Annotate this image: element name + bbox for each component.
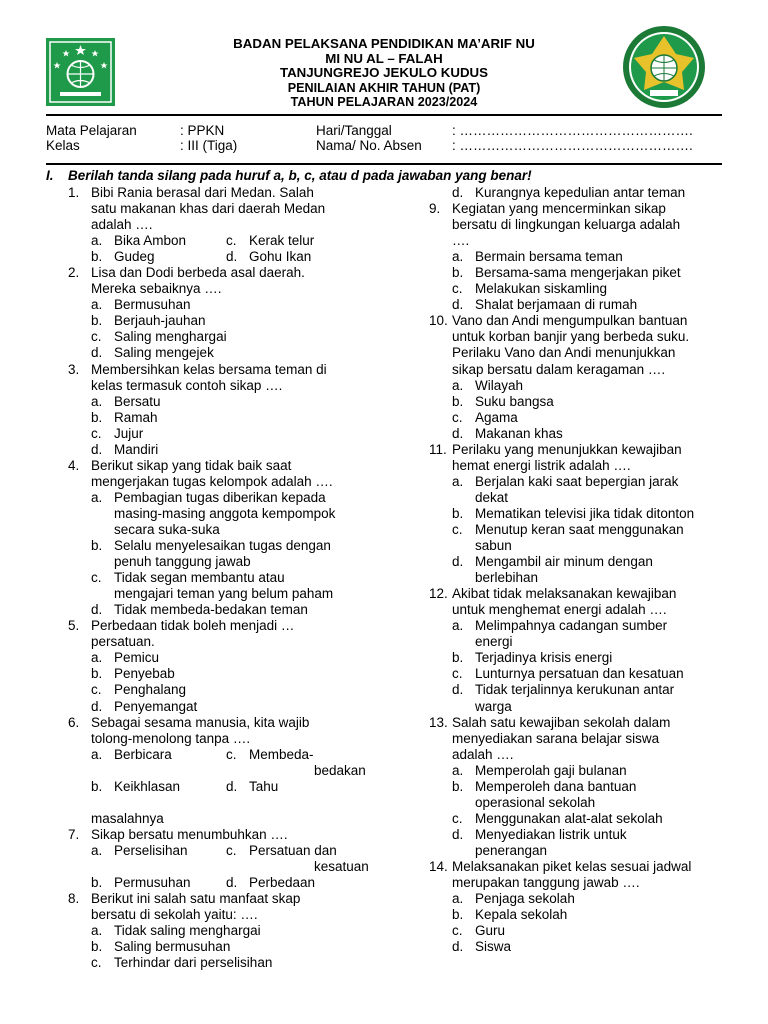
option-a[interactable]: a. Pemicu bbox=[91, 650, 160, 666]
option-b[interactable]: b. Selalu menyelesaikan tugas dengan penuh tanggung jawab bbox=[91, 538, 331, 570]
option-a[interactable]: a. Tidak saling menghargai bbox=[91, 923, 261, 939]
question-number: 8. bbox=[68, 891, 80, 907]
option-c[interactable]: c. Penghalang bbox=[91, 682, 187, 698]
option-c[interactable]: c. Kerak telur bbox=[226, 233, 315, 249]
question-text-line: Sikap bersatu menumbuhkan …. bbox=[91, 826, 288, 842]
option-b[interactable]: b. Keikhlasan bbox=[91, 778, 181, 794]
option-b[interactable]: b. Suku bangsa bbox=[452, 393, 554, 409]
question-number: 3. bbox=[68, 361, 80, 377]
question-text-line: Perbedaan tidak boleh menjadi … bbox=[91, 618, 295, 634]
question-12 bbox=[429, 586, 729, 714]
question-number: 13. bbox=[429, 714, 448, 730]
day-date-field[interactable]: : ……………………………………………. bbox=[452, 123, 693, 138]
question-number: 9. bbox=[429, 201, 441, 217]
question-text-line: Lisa dan Dodi berbeda asal daerah. bbox=[91, 265, 305, 281]
question-14 bbox=[429, 859, 729, 955]
question-number: 10. bbox=[429, 313, 448, 329]
question-number: 7. bbox=[68, 826, 80, 842]
question-text-line: hemat energi listrik adalah …. bbox=[452, 457, 631, 473]
option-b[interactable]: b. Ramah bbox=[91, 409, 158, 425]
options-grid bbox=[91, 233, 386, 265]
day-date-label: Hari/Tanggal bbox=[316, 123, 392, 138]
question-number: 2. bbox=[68, 265, 80, 281]
option-a[interactable]: a. Berbicara bbox=[91, 746, 172, 762]
option-a[interactable]: a. Bermain bersama teman bbox=[452, 249, 623, 265]
option-c[interactable]: c. Membeda- bedakan bbox=[226, 746, 366, 778]
header-line-foundation: BADAN PELAKSANA PENDIDIKAN MA’ARIF NU bbox=[233, 36, 535, 51]
option-b[interactable]: b. Mematikan televisi jika tidak ditonton bbox=[452, 505, 695, 521]
question-text-line: persatuan. bbox=[91, 634, 155, 650]
option-b[interactable]: b. Penyebab bbox=[91, 666, 175, 682]
option-d[interactable]: d. Gohu Ikan bbox=[226, 249, 312, 265]
question-text-line: Bibi Rania berasal dari Medan. Salah bbox=[91, 185, 314, 200]
question-text-line: satu makanan khas dari daerah Medan bbox=[91, 201, 326, 217]
section-instruction bbox=[46, 168, 532, 183]
option-a[interactable]: a. Pembagian tugas diberikan kepada masing-masing anggota kempompok secara suka-suka bbox=[91, 489, 336, 537]
questions-right-column bbox=[429, 185, 729, 955]
question-text-line: Berikut sikap yang tidak baik saat bbox=[91, 457, 292, 473]
question-number: 1. bbox=[68, 185, 80, 200]
question-text-line: Kegiatan yang mencerminkan sikap bbox=[452, 201, 666, 217]
option-d[interactable]: d. Saling mengejek bbox=[91, 345, 214, 361]
option-a[interactable]: a. Perselisihan bbox=[91, 842, 188, 858]
school-logo-right bbox=[622, 24, 706, 110]
header-line-year: TAHUN PELAJARAN 2023/2024 bbox=[290, 95, 478, 110]
option-c[interactable]: c. Menutup keran saat menggunakan sabun bbox=[452, 521, 684, 554]
question-number: 4. bbox=[68, 457, 80, 473]
question-text-line: kelas termasuk contoh sikap …. bbox=[91, 377, 283, 393]
option-c[interactable]: c. Saling menghargai bbox=[91, 329, 227, 345]
organization-logo-left bbox=[46, 38, 115, 106]
question-text-line: adalah …. bbox=[91, 217, 153, 233]
class-value: : III (Tiga) bbox=[180, 138, 238, 153]
question-number: 6. bbox=[68, 714, 80, 730]
question-number: 12. bbox=[429, 586, 448, 602]
question-text-line: adalah …. bbox=[452, 746, 514, 762]
subject-label: Mata Pelajaran bbox=[46, 123, 137, 138]
option-d[interactable]: d. Perbedaan bbox=[226, 874, 316, 890]
option-a[interactable]: a. Wilayah bbox=[452, 377, 524, 393]
option-a[interactable]: a. Melimpahnya cadangan sumber energi bbox=[452, 618, 668, 650]
question-text-line: Sebagai sesama manusia, kita wajib bbox=[91, 714, 310, 730]
subject-value: : PPKN bbox=[180, 123, 225, 138]
question-11 bbox=[429, 442, 729, 586]
question-5 bbox=[68, 618, 386, 714]
questions-left-column bbox=[68, 185, 386, 971]
option-b[interactable]: b. Terjadinya krisis energi bbox=[452, 650, 613, 666]
question-number: 14. bbox=[429, 858, 448, 874]
school-header bbox=[150, 37, 618, 110]
option-a[interactable]: a. Memperolah gaji bulanan bbox=[452, 762, 627, 778]
option-b[interactable]: b. Memperoleh dana bantuan operasional sekolah bbox=[452, 778, 637, 810]
option-a[interactable]: a. Penjaga sekolah bbox=[452, 891, 575, 907]
question-7 bbox=[68, 827, 386, 891]
option-b[interactable]: b. Permusuhan bbox=[91, 874, 191, 890]
question-text-line: Vano dan Andi mengumpulkan bantuan bbox=[452, 313, 688, 329]
option-b[interactable]: b. Berjauh-jauhan bbox=[91, 313, 206, 329]
option-b[interactable]: b. Kepala sekolah bbox=[452, 907, 568, 923]
option-b[interactable]: b. Gudeg bbox=[91, 249, 155, 265]
question-number: 5. bbox=[68, 618, 80, 634]
question-2 bbox=[68, 265, 386, 361]
question-text-line: bersatu di lingkungan keluarga adalah bbox=[452, 217, 681, 233]
question-number: 11. bbox=[429, 441, 447, 457]
name-absen-field[interactable]: : ……………………………………………. bbox=[452, 138, 693, 153]
option-d-continuation: masalahnya bbox=[91, 810, 164, 826]
option-c[interactable]: c. Jujur bbox=[91, 425, 144, 441]
options-grid bbox=[91, 843, 386, 891]
option-c[interactable]: c. Lunturnya persatuan dan kesatuan bbox=[452, 666, 684, 682]
option-b[interactable]: b. Bersama-sama mengerjakan piket bbox=[452, 265, 681, 281]
question-text-line: Mereka sebaiknya …. bbox=[91, 281, 222, 297]
question-8 bbox=[68, 891, 386, 971]
question-text-line: tolong-menolong tanpa …. bbox=[91, 730, 251, 746]
option-d[interactable]: d. Mengambil air minum dengan berlebihan bbox=[452, 554, 653, 586]
option-a[interactable]: a. Berjalan kaki saat bepergian jarak dekat bbox=[452, 473, 679, 505]
option-d[interactable]: d. Siswa bbox=[452, 939, 512, 955]
question-text-line: mengerjakan tugas kelompok adalah …. bbox=[91, 473, 333, 489]
option-c[interactable]: c. Terhindar dari perselisihan bbox=[91, 955, 273, 971]
option-d[interactable]: d. Shalat berjamaan di rumah bbox=[452, 297, 638, 313]
question-text-line: Akibat tidak melaksanakan kewajiban bbox=[452, 586, 677, 602]
header-line-school: MI NU AL – FALAH bbox=[325, 50, 443, 66]
meta-divider bbox=[46, 163, 722, 165]
question-9 bbox=[429, 201, 729, 313]
name-absen-label: Nama/ No. Absen bbox=[316, 138, 422, 153]
question-text-line: Salah satu kewajiban sekolah dalam bbox=[452, 714, 671, 730]
option-c[interactable]: c. Guru bbox=[452, 923, 506, 939]
option-a[interactable]: a. Bika Ambon bbox=[91, 233, 187, 249]
option-d[interactable]: d. Mandiri bbox=[91, 441, 159, 457]
option-d[interactable]: d. Menyediakan listrik untuk penerangan bbox=[452, 826, 627, 858]
option-b[interactable]: b. Saling bermusuhan bbox=[91, 939, 231, 955]
option-c[interactable]: c. Persatuan dan kesatuan bbox=[226, 842, 369, 874]
question-text-line: Perilaku Vano dan Andi menunjukkan bbox=[452, 345, 676, 361]
question-6 bbox=[68, 715, 386, 827]
instruction-text: Berilah tanda silang pada huruf a, b, c, atau d pada jawaban yang benar! bbox=[68, 168, 532, 183]
option-d[interactable]: d. Tahu bbox=[226, 778, 279, 794]
header-line-address: TANJUNGREJO JEKULO KUDUS bbox=[279, 65, 489, 81]
question-text-line: Berikut ini salah satu manfaat skap bbox=[91, 891, 301, 907]
question-text-line: Melaksanakan piket kelas sesuai jadwal bbox=[452, 858, 692, 874]
question-text-line: untuk menghemat energi adalah …. bbox=[452, 602, 667, 618]
option-c[interactable]: c. Agama bbox=[452, 409, 518, 425]
question-text-line: sikap bersatu dalam keragaman …. bbox=[452, 361, 666, 377]
option-d[interactable]: d. Tidak membeda-bedakan teman bbox=[91, 602, 308, 618]
question-text-line: merupakan tanggung jawab …. bbox=[452, 875, 640, 891]
question-text-line: Membersihkan kelas bersama teman di bbox=[91, 361, 327, 377]
header-line-exam: PENILAIAN AKHIR TAHUN (PAT) bbox=[287, 80, 481, 95]
section-number: I. bbox=[46, 168, 54, 183]
question-text-line: untuk korban banjir yang berbeda suku. bbox=[452, 329, 690, 345]
question-1 bbox=[68, 185, 386, 265]
option-a[interactable]: a. Bermusuhan bbox=[91, 297, 191, 313]
option-d[interactable]: d. Penyemangat bbox=[91, 698, 198, 714]
option-c[interactable]: c. Melakukan siskamling bbox=[452, 281, 608, 297]
options-grid bbox=[91, 747, 386, 795]
option-d[interactable]: d. Tidak terjalinnya kerukunan antar warga bbox=[452, 682, 675, 714]
option-d[interactable]: d. Makanan khas bbox=[452, 425, 563, 441]
question-8-option-d[interactable]: d. Kurangnya kepedulian antar teman bbox=[452, 185, 686, 200]
question-3 bbox=[68, 362, 386, 458]
question-text-line: menyediakan sarana belajar siswa bbox=[452, 730, 660, 746]
question-text-line: …. bbox=[452, 233, 470, 249]
option-a[interactable]: a. Bersatu bbox=[91, 393, 161, 409]
question-10 bbox=[429, 313, 729, 441]
question-text-line: bersatu di sekolah yaitu: …. bbox=[91, 907, 258, 923]
class-label: Kelas bbox=[46, 138, 80, 153]
option-c[interactable]: c. Menggunakan alat-alat sekolah bbox=[452, 810, 663, 826]
question-13 bbox=[429, 715, 729, 859]
header-divider bbox=[46, 114, 722, 116]
option-c[interactable]: c. Tidak segan membantu atau mengajari teman yang belum paham bbox=[91, 570, 334, 602]
question-text-line: Perilaku yang menunjukkan kewajiban bbox=[452, 441, 682, 457]
question-4 bbox=[68, 458, 386, 618]
